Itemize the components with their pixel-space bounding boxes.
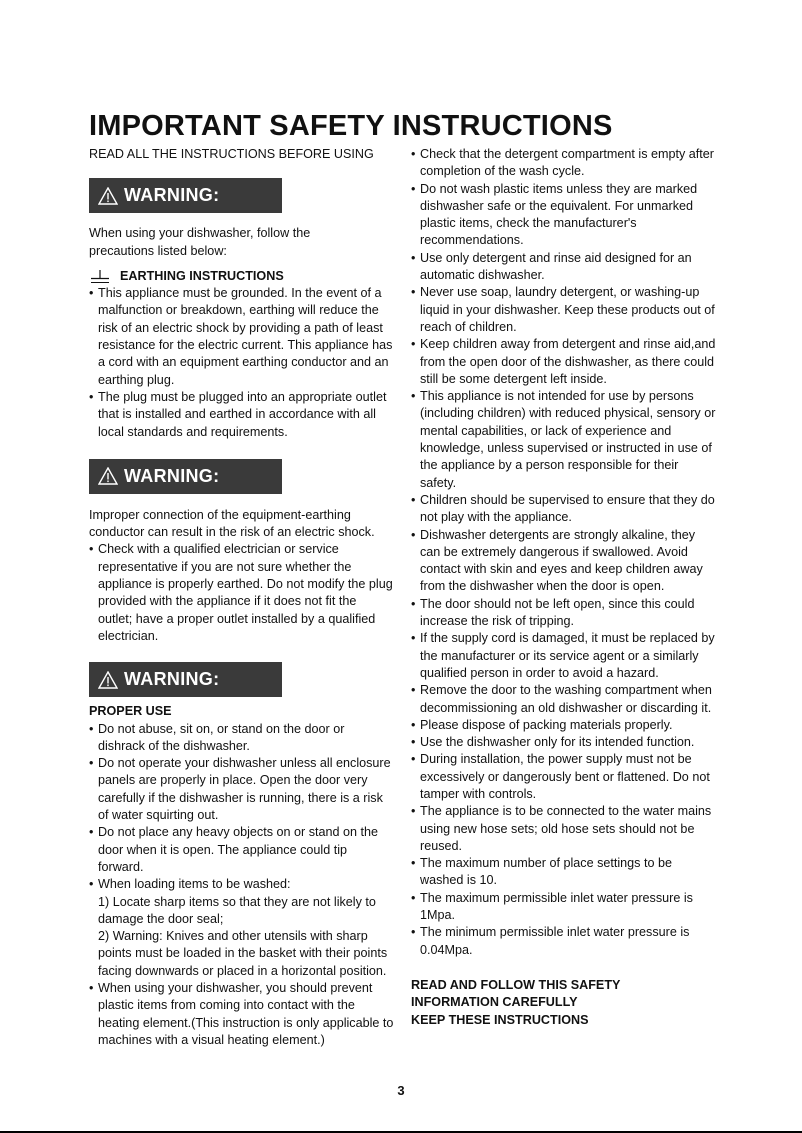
warning-banner-3 bbox=[89, 662, 282, 697]
warning-triangle-icon bbox=[98, 187, 118, 205]
right-item: • Dishwasher detergents are strongly alkaline, they can be extremely dangerous if swallowed. Avoid contact with skin and eyes and keep children away from the dishwasher when the door is open. bbox=[411, 527, 716, 596]
warning-label: WARNING: bbox=[124, 669, 220, 690]
right-item: • Do not wash plastic items unless they are marked dishwasher safe or the equivalent. For unmarked plastic items, check the manufacturer's recommendations. bbox=[411, 181, 716, 250]
right-item: • This appliance is not intended for use by persons (including children) with reduced physical, sensory or mental capabilities, or lack of experience and knowledge, unless supervised or instructed in use of the appliance by a person responsible for their safety. bbox=[411, 388, 716, 492]
right-item: • The minimum permissible inlet water pressure is 0.04Mpa. bbox=[411, 924, 716, 959]
precautions-line: precautions listed below: bbox=[89, 243, 227, 258]
right-item: • Please dispose of packing materials properly. bbox=[411, 717, 716, 734]
earthing-heading-text: EARTHING INSTRUCTIONS bbox=[120, 268, 284, 283]
closing-line: READ AND FOLLOW THIS SAFETY bbox=[411, 977, 621, 992]
proper-use-item: • Do not abuse, sit on, or stand on the door or dishrack of the dishwasher. bbox=[89, 721, 394, 756]
plastic-item: • When using your dishwasher, you should prevent plastic items from coming into contact with the heating element.(This instruction is only applicable to machines with a visual heating element.) bbox=[89, 980, 394, 1049]
right-item: • Remove the door to the washing compartment when decommissioning an old dishwasher or discarding it. bbox=[411, 682, 716, 717]
precautions-line: When using your dishwasher, follow the bbox=[89, 226, 311, 241]
page-number: 3 bbox=[397, 1083, 405, 1098]
improper-item: • Check with a qualified electrician or service representative if you are not sure whether the appliance is properly earthed. Do not modify the plug provided with the appliance if it does not fit the outlet; have a proper outlet installed by a qualified electrician. bbox=[89, 541, 394, 645]
closing-line: KEEP THESE INSTRUCTIONS bbox=[411, 1012, 589, 1027]
warning-banner-1 bbox=[89, 178, 282, 213]
earthing-heading bbox=[90, 268, 394, 285]
warning-triangle-icon bbox=[98, 671, 118, 689]
right-item: • If the supply cord is damaged, it must be replaced by the manufacturer or its service agent or a similarly qualified person in order to avoid a hazard. bbox=[411, 630, 716, 682]
proper-use-item: • Do not place any heavy objects on or stand on the door when it is open. The appliance could tip forward. bbox=[89, 824, 394, 876]
precautions-text bbox=[89, 225, 394, 260]
right-item: • Children should be supervised to ensure that they do not play with the appliance. bbox=[411, 492, 716, 527]
left-column bbox=[89, 146, 394, 1049]
earthing-item: • This appliance must be grounded. In the event of a malfunction or breakdown, earthing will reduce the risk of an electric shock by providing a path of least resistance for the electric current. This appliance has a cord with an equipment earthing conductor and an earthing plug. bbox=[89, 285, 394, 389]
right-item: • The appliance is to be connected to the water mains using new hose sets; old hose sets should not be reused. bbox=[411, 803, 716, 855]
right-item: • Use only detergent and rinse aid designed for an automatic dishwasher. bbox=[411, 250, 716, 285]
right-item: • Keep children away from detergent and rinse aid,and from the open door of the dishwasher, as there could still be some detergent left inside. bbox=[411, 336, 716, 388]
right-item: • The maximum number of place settings to be washed is 10. bbox=[411, 855, 716, 890]
right-item: • Check that the detergent compartment is empty after completion of the wash cycle. bbox=[411, 146, 716, 181]
loading-subitem: 2) Warning: Knives and other utensils with sharp points must be loaded in the basket with their points facing downwards or placed in a horizontal position. bbox=[98, 929, 388, 978]
right-item: • Use the dishwasher only for its intended function. bbox=[411, 734, 716, 751]
intro-text: READ ALL THE INSTRUCTIONS BEFORE USING bbox=[89, 147, 374, 161]
proper-use-heading: PROPER USE bbox=[89, 704, 172, 719]
page-title: IMPORTANT SAFETY INSTRUCTIONS bbox=[89, 110, 613, 142]
right-column bbox=[411, 146, 716, 1029]
right-item: • The maximum permissible inlet water pressure is 1Mpa. bbox=[411, 890, 716, 925]
warning-banner-2 bbox=[89, 459, 282, 494]
earthing-item: • The plug must be plugged into an appropriate outlet that is installed and earthed in accordance with all local standards and requirements. bbox=[89, 389, 394, 441]
warning-label: WARNING: bbox=[124, 185, 220, 206]
right-item: • The door should not be left open, since this could increase the risk of tripping. bbox=[411, 596, 716, 631]
proper-use-item: • When loading items to be washed: bbox=[89, 876, 394, 893]
warning-triangle-icon bbox=[98, 467, 118, 485]
closing-block bbox=[411, 977, 716, 1029]
right-item: • During installation, the power supply must not be excessively or dangerously bent or flattened. Do not tamper with controls. bbox=[411, 751, 716, 803]
proper-use-item: • Do not operate your dishwasher unless all enclosure panels are properly in place. Open the door very carefully if the dishwasher is running, there is a risk of water squirting out. bbox=[89, 755, 394, 824]
loading-subitem: 1) Locate sharp items so that they are not likely to damage the door seal; bbox=[98, 894, 376, 926]
right-item: • Never use soap, laundry detergent, or washing-up liquid in your dishwasher. Keep these products out of reach of children. bbox=[411, 284, 716, 336]
improper-connection-text: Improper connection of the equipment-earthing conductor can result in the risk of an electric shock. bbox=[89, 507, 375, 540]
earth-ground-icon bbox=[90, 270, 110, 284]
closing-line: INFORMATION CAREFULLY bbox=[411, 995, 578, 1010]
warning-label: WARNING: bbox=[124, 465, 220, 486]
